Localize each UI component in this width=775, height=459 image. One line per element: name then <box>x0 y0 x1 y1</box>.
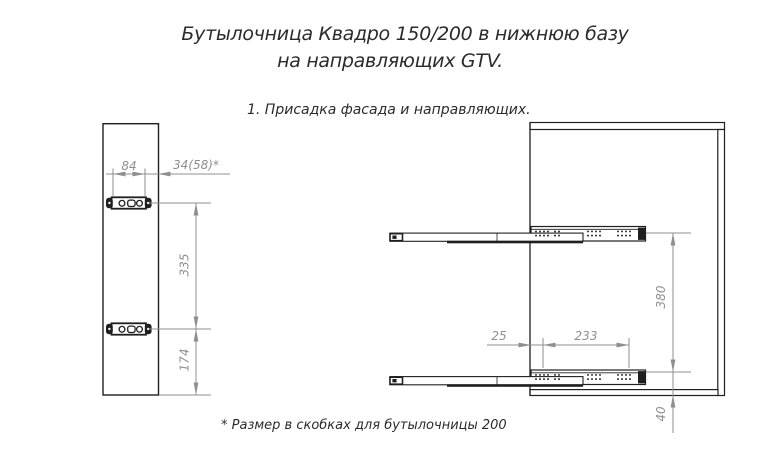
dim-84-label: 84 <box>121 159 137 173</box>
step-heading: 1. Присадка фасада и направляющих. <box>247 102 531 118</box>
drawer-slide-top <box>390 227 646 244</box>
facade-panel-view <box>103 124 230 395</box>
arrowhead <box>519 343 532 348</box>
dim-380-label: 380 <box>654 285 668 309</box>
dim-40-label: 40 <box>654 406 668 422</box>
dim-233-label: 233 <box>574 329 598 343</box>
drawer-slide-bottom <box>390 370 646 387</box>
cabinet-right-wall <box>718 130 725 396</box>
title-line-1: Бутылочница Квадро 150/200 в нижнюю базу <box>181 23 629 45</box>
mounting-bracket-top <box>106 197 152 208</box>
mounting-bracket-bottom <box>106 323 152 334</box>
arrowhead <box>543 343 556 348</box>
arrowhead <box>158 172 171 177</box>
cabinet-top-deck <box>530 123 725 130</box>
dim-34-58-label: 34(58)* <box>173 158 219 172</box>
arrowhead <box>194 203 199 216</box>
cabinet-side-view <box>390 123 725 434</box>
arrowhead <box>617 343 630 348</box>
arrowhead <box>194 383 199 396</box>
arrowhead <box>671 395 676 408</box>
footnote-text: * Размер в скобках для бутылочницы 200 <box>221 418 507 433</box>
title-line-2: на направляющих GTV. <box>277 49 503 72</box>
arrowhead <box>194 329 199 342</box>
arrowhead <box>671 360 676 373</box>
arrowhead <box>671 233 676 246</box>
dim-25-label: 25 <box>491 329 507 343</box>
cabinet-bottom-deck <box>530 390 718 396</box>
arrowhead <box>194 317 199 330</box>
dim-174-label: 174 <box>177 348 192 372</box>
dim-335-label: 335 <box>177 253 192 277</box>
